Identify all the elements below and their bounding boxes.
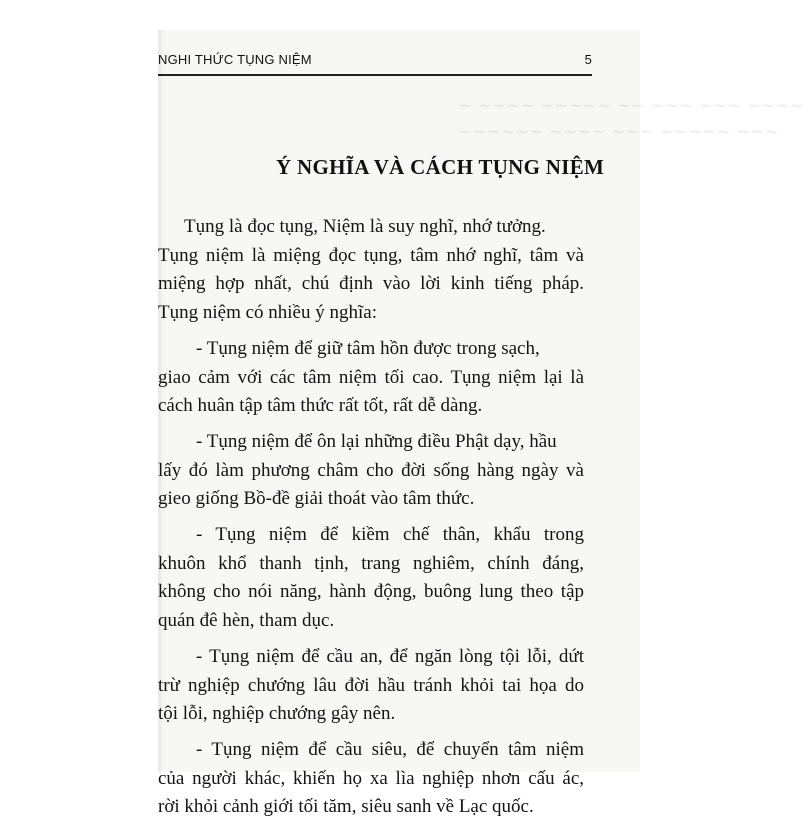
paragraph bbox=[158, 428, 584, 514]
show-through-ghost: ~~~~~~ ~~~~ ~~~ ~~~~~ ~~~ bbox=[458, 122, 779, 142]
text-line: gieo giống Bồ-đề giải thoát vào tâm thức. bbox=[158, 488, 475, 510]
text-line: giao cảm với các tâm niệm tối cao. Tụng niệm lại là bbox=[158, 366, 584, 388]
running-title: NGHI THỨC TỤNG NIỆM bbox=[158, 52, 312, 67]
text-line: miệng hợp nhất, chú định vào lời kinh tiếng pháp. bbox=[158, 273, 584, 295]
text-line: quán đê hèn, tham dục. bbox=[158, 610, 335, 632]
paragraph bbox=[158, 736, 584, 822]
text-line: không cho nói năng, hành động, buông lung theo tập bbox=[158, 581, 584, 603]
text-line: Tụng là đọc tụng, Niệm là suy nghĩ, nhớ tưởng. bbox=[184, 216, 546, 237]
text-line: - Tụng niệm để cầu an, để ngăn lòng tội lỗi, dứt bbox=[196, 645, 584, 667]
text-line: - Tụng niệm để kiềm chế thân, khẩu trong bbox=[196, 524, 584, 546]
paragraph bbox=[158, 643, 584, 729]
text-line: rời khỏi cảnh giới tối tăm, siêu sanh về Lạc quốc. bbox=[158, 796, 534, 818]
text-line: khuôn khổ thanh tịnh, trang nghiêm, chính đáng, bbox=[158, 552, 584, 574]
page-number: 5 bbox=[584, 52, 592, 67]
text-line: của người khác, khiến họ xa lìa nghiệp nhơn cấu ác, bbox=[158, 767, 584, 789]
text-line: cách huân tập tâm thức rất tốt, rất dễ dàng. bbox=[158, 395, 483, 417]
book-page bbox=[158, 30, 804, 818]
paragraph bbox=[158, 521, 584, 636]
text-line: Tụng niệm là miệng đọc tụng, tâm nhớ nghĩ, tâm và bbox=[158, 244, 584, 266]
text-line: - Tụng niệm để ôn lại những điều Phật dạy, hầu bbox=[196, 430, 557, 452]
chapter-title: Ý NGHĨA VÀ CÁCH TỤNG NIỆM bbox=[276, 155, 605, 179]
text-line: - Tụng niệm để cầu siêu, để chuyển tâm niệm bbox=[196, 738, 584, 760]
text-line: Tụng niệm có nhiều ý nghĩa: bbox=[158, 302, 377, 324]
text-line: trừ nghiệp chướng lâu đời hầu tránh khỏi tai họa do bbox=[158, 674, 584, 696]
body-text bbox=[158, 213, 584, 829]
running-head bbox=[158, 52, 592, 72]
paragraph bbox=[158, 213, 584, 328]
paragraph bbox=[158, 335, 584, 421]
text-line: tội lỗi, nghiệp chướng gây nên. bbox=[158, 703, 396, 725]
header-rule bbox=[158, 74, 592, 76]
text-line: - Tụng niệm để giữ tâm hồn được trong sạch, bbox=[196, 337, 540, 359]
show-through-ghost: ~ ~~~~ ~~~~~ ~~ ~~~ ~~~ ~~~~ bbox=[458, 96, 804, 116]
text-line: lấy đó làm phương châm cho đời sống hàng ngày và bbox=[158, 459, 584, 481]
